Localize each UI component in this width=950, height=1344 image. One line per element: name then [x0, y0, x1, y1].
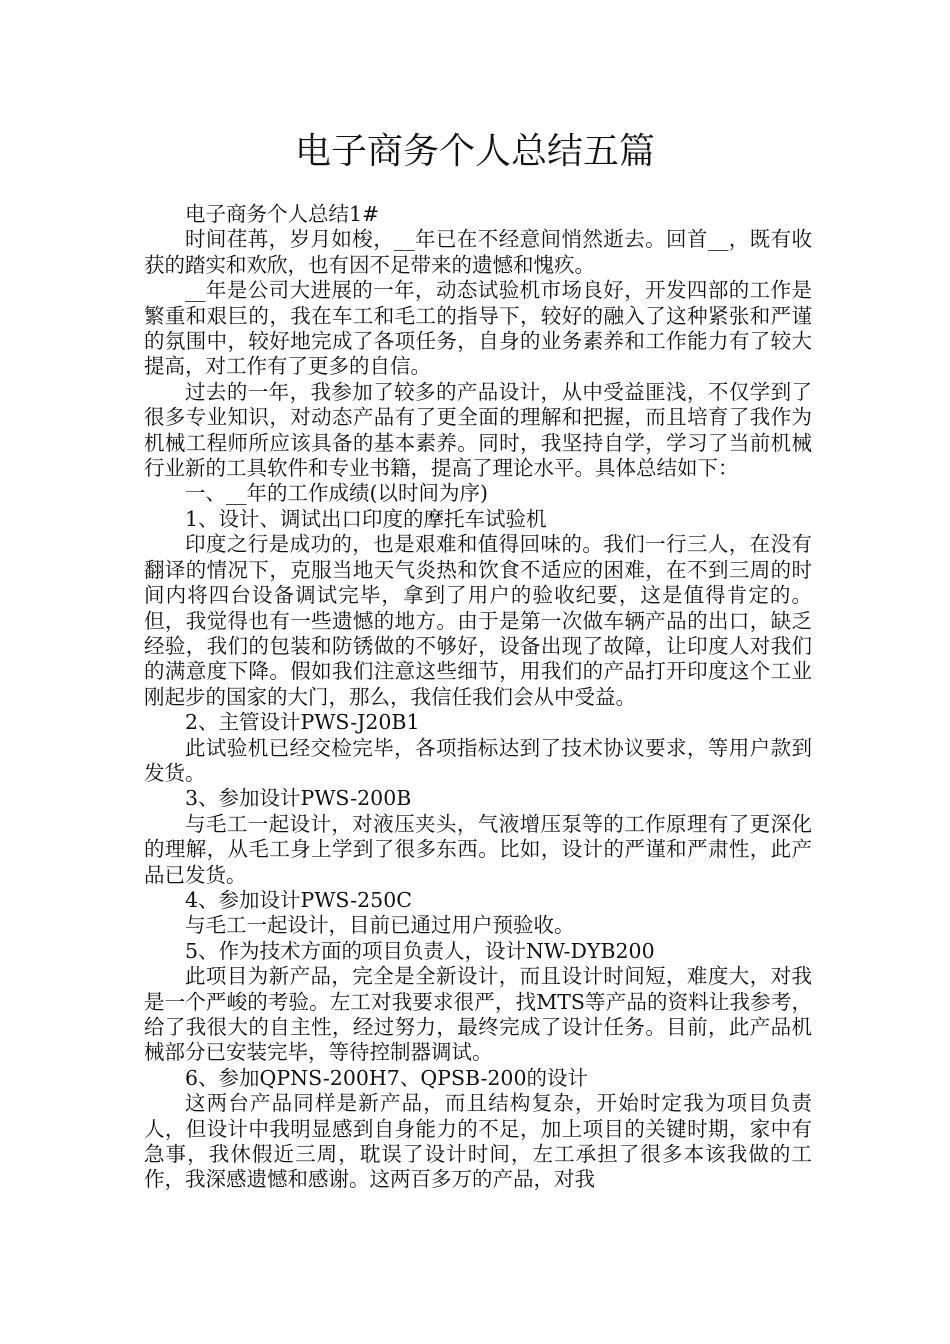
item-heading: 3、参加设计PWS-200B: [185, 786, 412, 811]
paragraph: 印度之行是成功的，也是艰难和值得回味的。我们一行三人，在没有翻译的情况下，克服当地天气炎热和饮食不适应的困难，在不到三周的时间内将四台设备调试完毕，拿到了用户的验收纪要，这是值得肯定的。但，我觉得也有一些遗憾的地方。由于是第一次做车辆产品的出口，缺乏经验，我们的包装和防锈做的不够好，设备出现了故障，让印度人对我们的满意度下降。假如我们注意这些细节，用我们的产品打开印度这个工业刚起步的国家的大门，那么，我信任我们会从中受益。: [144, 532, 812, 709]
item-heading: 4、参加设计PWS-250C: [185, 887, 412, 912]
paragraph: 与毛工一起设计，目前已通过用户预验收。: [185, 913, 575, 938]
item-heading: 6、参加QPNS-200H7、QPSB-200的设计: [185, 1065, 588, 1090]
section-heading: 一、__年的工作成绩(以时间为序): [185, 481, 488, 506]
paragraph: 时间荏苒，岁月如梭，__年已在不经意间悄然逝去。回首__，既有收获的踏实和欢欣，也有因不足带来的遗憾和愧疚。: [144, 227, 812, 277]
item-heading: 5、作为技术方面的项目负责人，设计NW-DYB200: [185, 938, 655, 963]
item-heading: 2、主管设计PWS-J20B1: [185, 710, 420, 735]
paragraph: 此试验机已经交检完毕，各项指标达到了技术协议要求，等用户款到发货。: [144, 735, 812, 785]
paragraph: 与毛工一起设计，对液压夹头，气液增压泵等的工作原理有了更深化的理解，从毛工身上学到了很多东西。比如，设计的严谨和严肃性，此产品已发货。: [144, 811, 812, 887]
document-title: 电子商务个人总结五篇: [294, 131, 655, 172]
section-heading: 电子商务个人总结1#: [185, 202, 380, 226]
paragraph: 过去的一年，我参加了较多的产品设计，从中受益匪浅，不仅学到了很多专业知识，对动态产品有了更全面的理解和把握，而且培育了我作为机械工程师所应该具备的基本素养。同时，我坚持自学，学习了当前机械行业新的工具软件和专业书籍，提高了理论水平。具体总结如下：: [144, 379, 812, 481]
item-heading: 1、设计、调试出口印度的摩托车试验机: [185, 506, 547, 531]
document-body: [144, 202, 812, 1193]
paragraph: 这两台产品同样是新产品，而且结构复杂，开始时定我为项目负责人，但设计中我明显感到自身能力的不足，加上项目的关键时期，家中有急事，我休假近三周，耽误了设计时间，左工承担了很多本该我做的工作，我深感遗憾和感谢。这两百多万的产品，对我: [144, 1091, 812, 1192]
paragraph: __年是公司大进展的一年，动态试验机市场良好，开发四部的工作是繁重和艰巨的，我在车工和毛工的指导下，较好的融入了这种紧张和严谨的氛围中，较好地完成了各项任务，自身的业务素养和工作能力有了较大提高，对工作有了更多的自信。: [144, 278, 812, 379]
paragraph: 此项目为新产品，完全是全新设计，而且设计时间短，难度大，对我是一个严峻的考验。左工对我要求很严，找MTS等产品的资料让我参考，给了我很大的自主性，经过努力，最终完成了设计任务。目前，此产品机械部分已安装完毕，等待控制器调试。: [144, 964, 812, 1065]
